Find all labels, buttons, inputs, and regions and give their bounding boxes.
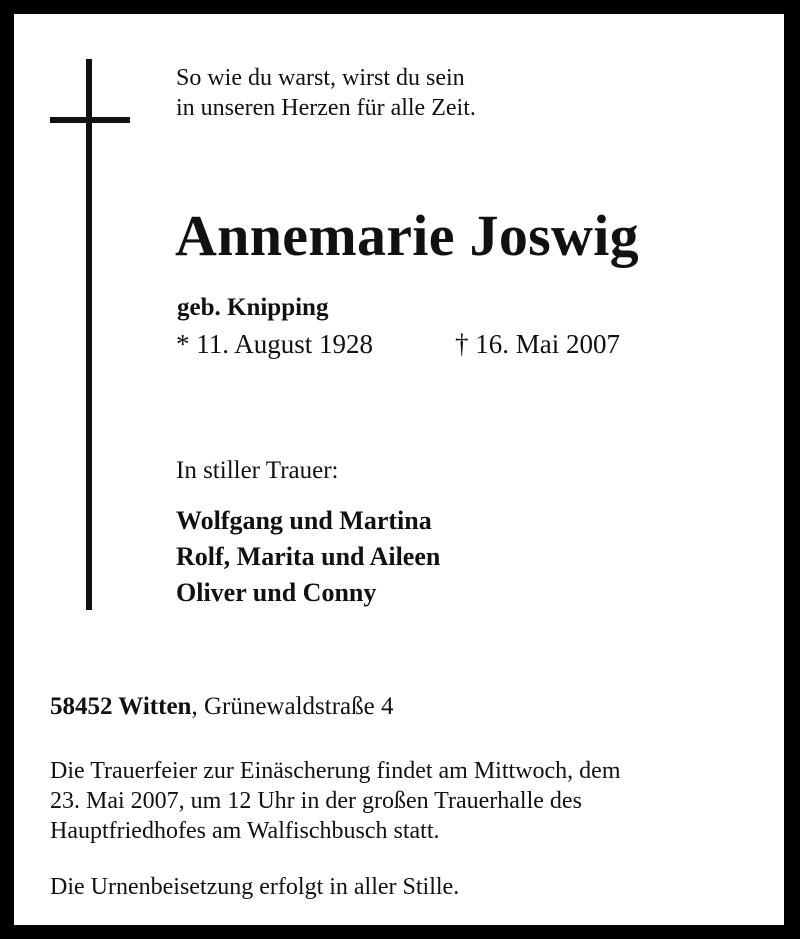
ceremony-text (50, 756, 726, 846)
mourner-line: Rolf, Marita und Aileen (176, 542, 441, 571)
mourner-line: Wolfgang und Martina (176, 506, 432, 535)
deceased-name: Annemarie Joswig (175, 203, 639, 268)
birth-date: * 11. August 1928 (176, 329, 374, 359)
mourner-line: Oliver und Conny (176, 578, 377, 607)
birth-name: geb. Knipping (177, 294, 329, 321)
burial-note: Die Urnenbeisetzung erfolgt in aller Stille. (50, 874, 460, 900)
cross-horizontal-bar (50, 117, 130, 123)
address-separator: , (191, 693, 204, 720)
address-city: 58452 Witten (50, 693, 192, 720)
ceremony-line-2: 23. Mai 2007, um 12 Uhr in der großen Trauerhalle des (50, 788, 582, 814)
cross-vertical-bar (86, 59, 92, 610)
verse-line-1: So wie du warst, wirst du sein (176, 65, 465, 91)
mourning-intro: In stiller Trauer: (176, 457, 339, 484)
ceremony-line-1: Die Trauerfeier zur Einäscherung findet am Mittwoch, dem (50, 758, 621, 784)
death-date: † 16. Mai 2007 (455, 329, 620, 359)
family-address (50, 694, 393, 719)
address-street: Grünewaldstraße 4 (203, 693, 394, 720)
ceremony-line-3: Hauptfriedhofes am Walfischbusch statt. (50, 818, 440, 844)
verse-line-2: in unseren Herzen für alle Zeit. (176, 95, 476, 121)
